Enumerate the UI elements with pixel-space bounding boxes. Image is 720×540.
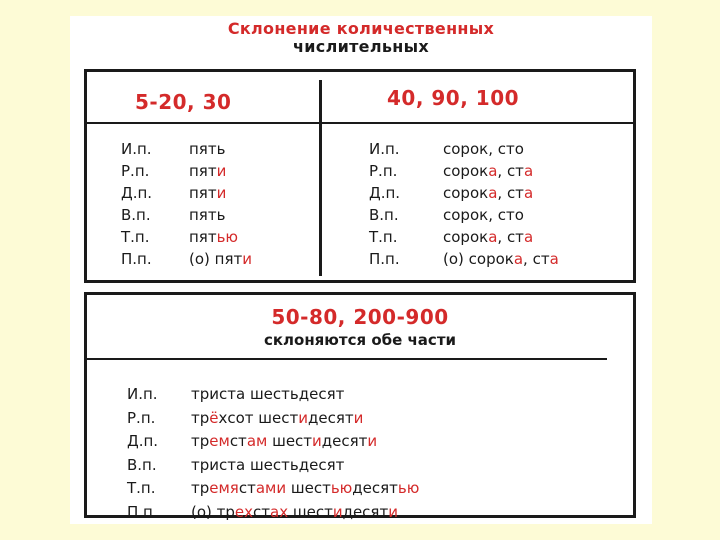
declension-table-bottom (84, 292, 636, 521)
word-stem: пят (214, 250, 243, 268)
numeral-form (191, 407, 363, 431)
word-stem: пять (189, 140, 226, 158)
case-label: Р.п. (127, 408, 156, 427)
case-label: П.п. (121, 250, 152, 268)
case-label: В.п. (127, 455, 157, 474)
separator: , (497, 184, 507, 202)
word-stem: (о) тр (191, 502, 235, 521)
word-stem: тр (191, 479, 210, 497)
word-stem: пят (189, 184, 217, 202)
slide-title: Склонение количественных (227, 19, 495, 38)
word-ending: и (242, 250, 252, 268)
word-ending: ах (270, 502, 289, 521)
word-stem: ст (532, 250, 550, 268)
numeral-form (189, 226, 238, 248)
word-ending: и (388, 502, 398, 521)
word-stem: ст (506, 184, 524, 202)
slide-title-line2: числительных (292, 37, 429, 56)
numeral-form (443, 204, 524, 226)
separator: , (488, 140, 498, 158)
declension-table-top (84, 69, 636, 283)
word-ending: а (488, 162, 498, 180)
case-label: П.п. (369, 250, 400, 268)
right-column-header: 40, 90, 100 (387, 86, 520, 110)
word-ending: и (312, 432, 322, 450)
case-label: В.п. (121, 206, 151, 224)
word-ending: а (549, 250, 559, 268)
word-ending: и (216, 162, 227, 180)
word-ending: ью (397, 479, 420, 497)
word-stem: тр (191, 432, 210, 450)
word-stem: шест (267, 432, 313, 450)
slide (70, 16, 652, 524)
header-divider (87, 122, 633, 124)
case-label: И.п. (127, 385, 158, 403)
word-ending: ью (216, 228, 239, 246)
word-stem: тр (191, 408, 210, 427)
word-ending: ью (330, 479, 353, 497)
word-ending: а (523, 228, 534, 246)
case-label: Д.п. (369, 184, 401, 202)
word-stem: сорок (443, 228, 489, 246)
numeral-form (443, 138, 524, 160)
word-ending: ем (209, 432, 230, 450)
word-ending: емя (209, 479, 239, 497)
word-stem: сорок (468, 250, 514, 268)
numeral-form (443, 248, 559, 270)
preposition: (о) (443, 250, 469, 268)
numeral-form (189, 204, 225, 226)
word-stem: шест (288, 502, 333, 521)
numeral-form (189, 138, 225, 160)
word-stem: ст (253, 502, 271, 521)
numeral-form (443, 182, 533, 204)
numeral-form (443, 226, 533, 248)
word-ending: и (353, 408, 364, 427)
case-label: П.п. (127, 502, 158, 521)
numeral-form (189, 182, 226, 204)
bottom-header-divider (87, 358, 607, 360)
separator: , (497, 162, 507, 180)
word-ending: и (367, 432, 378, 450)
preposition: (о) (189, 250, 215, 268)
numeral-form (189, 160, 226, 182)
case-label: В.п. (369, 206, 399, 224)
word-ending: и (216, 184, 227, 202)
case-label: Д.п. (121, 184, 153, 202)
word-stem: десят (352, 479, 398, 497)
word-ending: и (298, 408, 308, 427)
case-label: И.п. (121, 140, 152, 158)
case-label: Т.п. (369, 228, 398, 246)
case-label: Т.п. (127, 479, 156, 497)
word-stem: сто (497, 206, 524, 224)
case-label: Р.п. (369, 162, 398, 180)
separator: , (488, 206, 498, 224)
case-label: И.п. (369, 140, 400, 158)
numeral-form (189, 248, 252, 270)
column-divider (319, 80, 322, 276)
word-ending: ам (246, 432, 268, 450)
word-stem: ст (506, 228, 524, 246)
word-stem: сорок (443, 162, 489, 180)
numeral-form (443, 160, 533, 182)
word-ending: а (488, 184, 498, 202)
numeral-form (191, 477, 419, 501)
separator: , (523, 250, 533, 268)
bottom-header: 50-80, 200-900 (271, 305, 449, 329)
numeral-form (191, 383, 344, 407)
bottom-subheader: склоняются обе части (263, 331, 457, 349)
word-stem: пят (189, 162, 217, 180)
numeral-form (191, 501, 398, 525)
word-stem: десят (308, 408, 354, 427)
word-ending: ё (209, 408, 219, 427)
numeral-form (191, 454, 344, 478)
word-ending: а (513, 250, 524, 268)
word-ending: а (523, 162, 534, 180)
word-ending: и (332, 502, 343, 521)
word-stem: сорок (443, 140, 489, 158)
word-stem: ст (229, 432, 247, 450)
word-ending: а (488, 228, 498, 246)
word-stem: сорок (443, 184, 489, 202)
word-stem: сто (497, 140, 524, 158)
word-ending: ами (255, 479, 287, 497)
word-stem: сорок (443, 206, 489, 224)
case-label: Р.п. (121, 162, 150, 180)
word-stem: хсот шест (218, 408, 299, 427)
word-stem: ст (506, 162, 524, 180)
word-stem: триста шестьдесят (191, 455, 345, 474)
word-stem: десят (321, 432, 368, 450)
case-label: Д.п. (127, 432, 159, 450)
word-stem: пять (189, 206, 226, 224)
word-stem: пят (189, 228, 217, 246)
numeral-form (191, 430, 377, 454)
word-stem: триста шестьдесят (191, 385, 345, 403)
separator: , (497, 228, 507, 246)
left-column-header: 5-20, 30 (135, 90, 232, 114)
word-stem: десят (342, 502, 389, 521)
word-stem: шест (286, 479, 331, 497)
word-ending: ех (234, 502, 254, 521)
word-stem: ст (238, 479, 256, 497)
word-ending: а (523, 184, 534, 202)
case-label: Т.п. (121, 228, 150, 246)
